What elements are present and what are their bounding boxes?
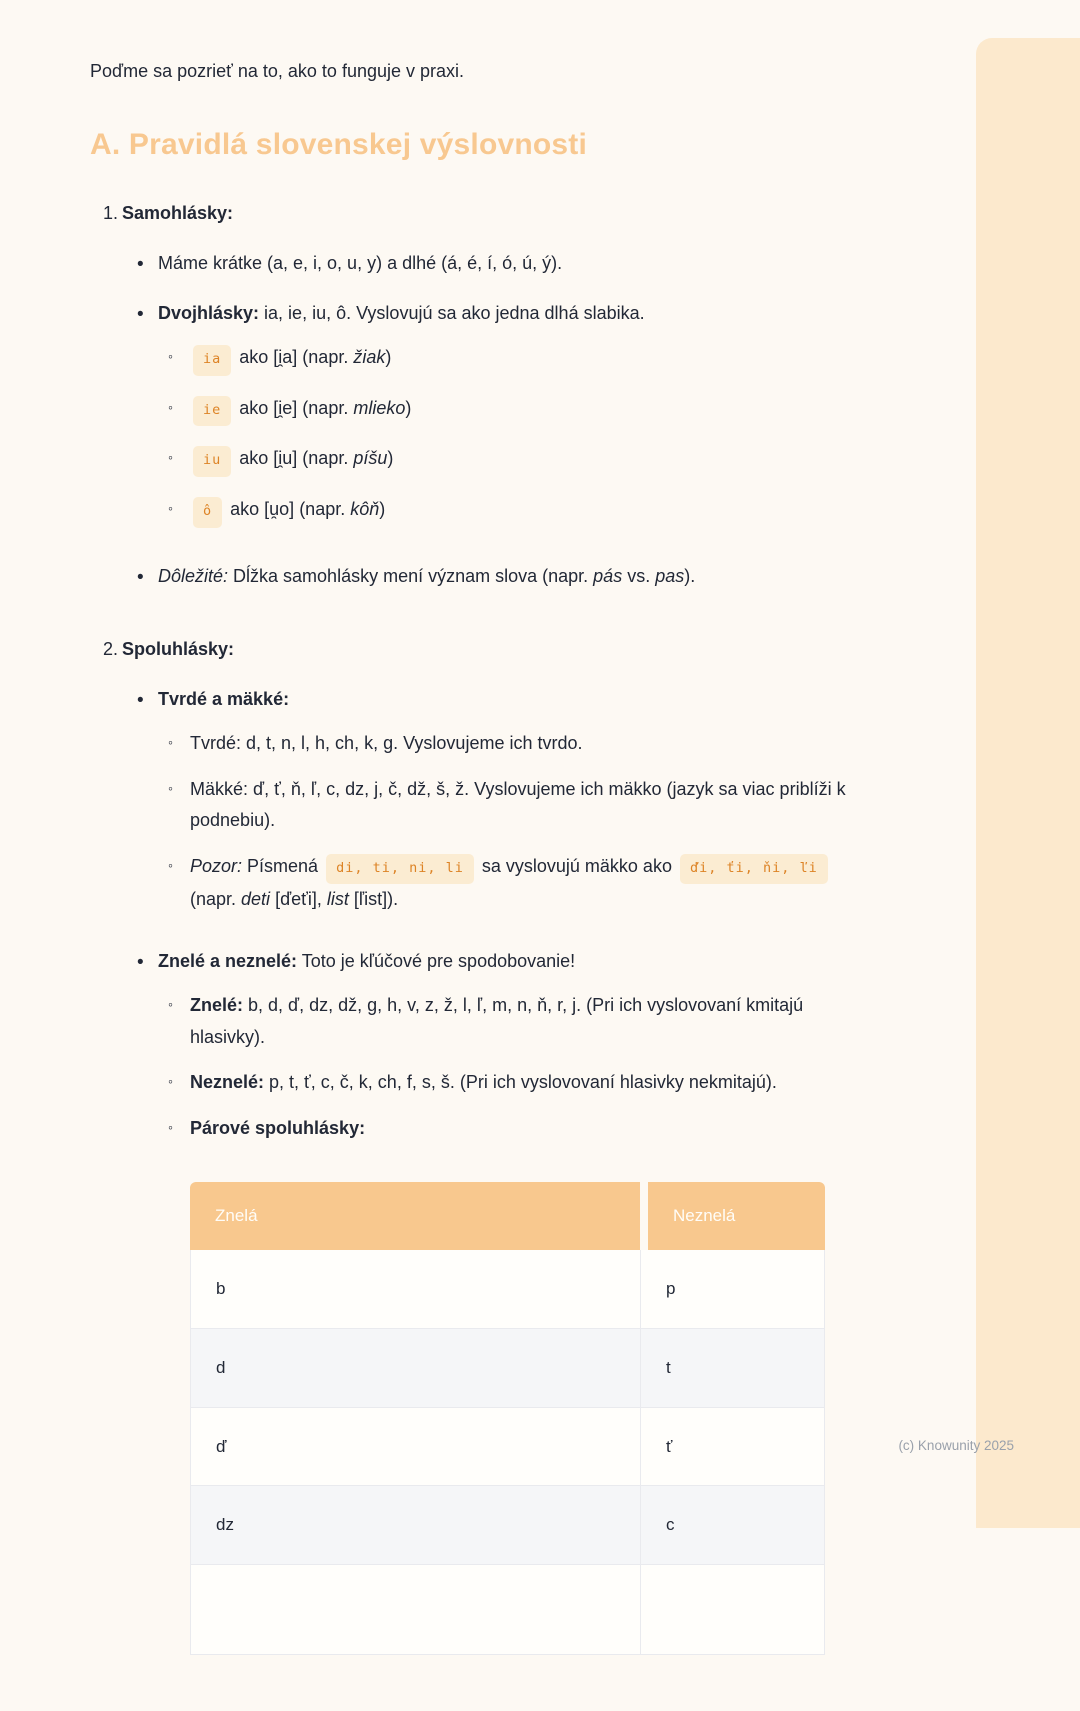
section-number: 1. — [103, 203, 119, 224]
circle-bullet-icon: ◦ — [168, 1118, 173, 1135]
label-znele: Znelé: — [190, 995, 244, 1016]
circle-bullet-icon: ◦ — [168, 499, 173, 516]
example-word: píšu — [353, 448, 388, 469]
sublist-item-tvrde — [168, 728, 880, 760]
table-cell: c — [666, 1515, 675, 1535]
table-row — [190, 1408, 825, 1487]
list-item-text — [190, 443, 858, 477]
list-item-text — [190, 851, 858, 916]
list-item-text — [158, 561, 880, 594]
diphthong-item — [168, 342, 880, 376]
label-neznele: Neznelé: — [190, 1072, 265, 1093]
label-dolezite: Dôležité: — [158, 565, 229, 586]
text-segment: (napr. — [190, 889, 242, 910]
znele-neznele-sublist — [158, 990, 880, 1655]
list-item-text — [190, 774, 858, 837]
list-item-text — [190, 990, 858, 1053]
list-item-text — [158, 946, 880, 1669]
copyright-footer: (c) Knowunity 2025 — [898, 1438, 1014, 1453]
table-cell — [191, 1565, 641, 1654]
list-item-znele-neznele — [137, 946, 880, 1669]
label-dvojhlasky: Dvojhlásky: — [158, 302, 260, 323]
inline-code-chip: iu — [193, 446, 231, 477]
circle-bullet-icon: ◦ — [168, 449, 173, 466]
section-title: Samohlásky: — [122, 203, 234, 224]
inline-code-chip: ie — [193, 396, 231, 427]
consonant-pairs-table — [190, 1182, 825, 1655]
table-header-znela: Znelá — [190, 1182, 640, 1250]
label-parove: Párové spoluhlásky: — [190, 1117, 366, 1138]
table-cell: ď — [191, 1408, 641, 1486]
text-segment: ) — [405, 397, 412, 418]
tvrde-makke-sublist — [158, 728, 880, 916]
bullet-icon: • — [137, 566, 144, 588]
list-item-text — [158, 298, 880, 545]
table-row-partial — [190, 1565, 825, 1655]
bullet-icon: • — [137, 951, 144, 973]
text-segment: Máme krátke (a, e, i, o, u, y) a dlhé (á, é, í, ó, ú, ý). — [158, 253, 563, 274]
section-number: 2. — [103, 638, 119, 659]
example-word: list — [326, 889, 349, 910]
sublist-item-neznele — [168, 1067, 880, 1099]
circle-bullet-icon: ◦ — [168, 996, 173, 1013]
list-item-text — [158, 684, 880, 930]
text-segment: ia, ie, iu, ô. Vyslovujú sa ako jedna dlhá slabika. — [259, 302, 645, 323]
example-word: pas — [655, 565, 685, 586]
sublist-item-pozor — [168, 851, 880, 916]
diphthong-item — [168, 494, 880, 528]
page-right-strip — [976, 38, 1080, 1528]
text-segment: Tvrdé: d, t, n, l, h, ch, k, g. Vyslovujeme ich tvrdo. — [190, 733, 583, 754]
text-segment: ako [i̯u] (napr. — [234, 448, 354, 469]
inline-code-chip: di, ti, ni, li — [326, 854, 474, 885]
list-item-text — [190, 728, 858, 760]
document-content — [90, 58, 880, 1711]
table-cell: t — [666, 1357, 671, 1377]
list-item-text — [190, 1067, 858, 1099]
text-segment: Písmená — [242, 855, 324, 876]
text-segment: [ďeťi], — [270, 889, 327, 910]
table-header-row — [190, 1182, 825, 1250]
circle-bullet-icon: ◦ — [168, 779, 173, 796]
table-header-neznela: Neznelá — [648, 1182, 825, 1250]
text-segment: ako [i̯e] (napr. — [234, 397, 354, 418]
section-body — [122, 200, 880, 609]
section-title: Spoluhlásky: — [122, 638, 235, 659]
diphthong-item — [168, 443, 880, 477]
text-segment: Mäkké: ď, ť, ň, ľ, c, dz, j, č, dž, š, ž. Vyslovujeme ich mäkko (jazyk sa viac priblíži k podnebiu). — [190, 778, 846, 831]
diphthong-item — [168, 393, 880, 427]
example-word: deti — [241, 889, 271, 910]
sublist-item-makke — [168, 774, 880, 837]
bullet-icon: • — [137, 303, 144, 325]
table-cell: d — [191, 1329, 641, 1407]
list-item-dvojhlasky — [137, 298, 880, 545]
samohlasky-list — [122, 248, 880, 594]
label-pozor: Pozor: — [190, 855, 243, 876]
example-word: kôň — [350, 498, 380, 519]
text-segment: [ľist]). — [348, 889, 399, 910]
circle-bullet-icon: ◦ — [168, 856, 173, 873]
text-segment: ). — [684, 565, 696, 586]
table-row — [190, 1250, 825, 1329]
list-item-text — [190, 342, 858, 376]
page-title: A. Pravidlá slovenskej výslovnosti — [90, 127, 588, 161]
table-cell — [641, 1565, 824, 1654]
inline-code-chip: ďi, ťi, ňi, ľi — [680, 854, 828, 885]
example-word: pás — [593, 565, 623, 586]
text-segment: Toto je kľúčové pre spodobovanie! — [297, 950, 576, 971]
sublist-item-znele — [168, 990, 880, 1053]
circle-bullet-icon: ◦ — [168, 1073, 173, 1090]
text-segment: ) — [387, 448, 394, 469]
table-row — [190, 1329, 825, 1408]
inline-code-chip: ô — [193, 497, 222, 528]
table-row — [190, 1486, 825, 1565]
list-item-text — [190, 393, 858, 427]
label-tvrde-makke: Tvrdé a mäkké: — [158, 688, 290, 709]
table-cell: dz — [191, 1486, 641, 1564]
text-segment: Dĺžka samohlásky mení význam slova (napr. — [228, 565, 594, 586]
table-cell: p — [666, 1279, 676, 1299]
text-segment: sa vyslovujú mäkko ako — [476, 855, 677, 876]
bullet-icon: • — [137, 689, 144, 711]
text-segment: ) — [385, 347, 392, 368]
section-samohlasky — [90, 200, 880, 609]
label-znele-neznele: Znelé a neznelé: — [158, 950, 298, 971]
list-item-text — [158, 248, 880, 281]
diphthong-sublist — [158, 342, 880, 528]
intro-text: Poďme sa pozrieť na to, ako to funguje v praxi. — [90, 61, 465, 81]
text-segment: ako [u̯o] (napr. — [225, 498, 351, 519]
list-item-kratke-dlhe — [137, 248, 880, 281]
example-word: žiak — [353, 347, 386, 368]
text-segment: p, t, ť, c, č, k, ch, f, s, š. (Pri ich vyslovovaní hlasivky nekmitajú). — [264, 1072, 777, 1093]
list-item-text — [190, 494, 858, 528]
list-item-dolezite — [137, 561, 880, 594]
list-item-tvrde-makke — [137, 684, 880, 930]
text-segment: ) — [379, 498, 386, 519]
text-segment: vs. — [622, 565, 656, 586]
text-segment: ako [i̯a] (napr. — [234, 347, 354, 368]
inline-code-chip: ia — [193, 345, 231, 376]
list-item-text — [190, 1113, 858, 1655]
table-cell: ť — [666, 1436, 673, 1456]
text-segment: b, d, ď, dz, dž, g, h, v, z, ž, l, ľ, m, n, ň, r, j. (Pri ich vyslovovaní kmitajú hlasivky). — [190, 995, 804, 1047]
circle-bullet-icon: ◦ — [168, 398, 173, 415]
example-word: mlieko — [353, 397, 406, 418]
bullet-icon: • — [137, 254, 144, 276]
table-cell: b — [191, 1250, 641, 1328]
sublist-item-parove — [168, 1113, 880, 1655]
circle-bullet-icon: ◦ — [168, 348, 173, 365]
spoluhlasky-list — [122, 684, 880, 1669]
circle-bullet-icon: ◦ — [168, 734, 173, 751]
